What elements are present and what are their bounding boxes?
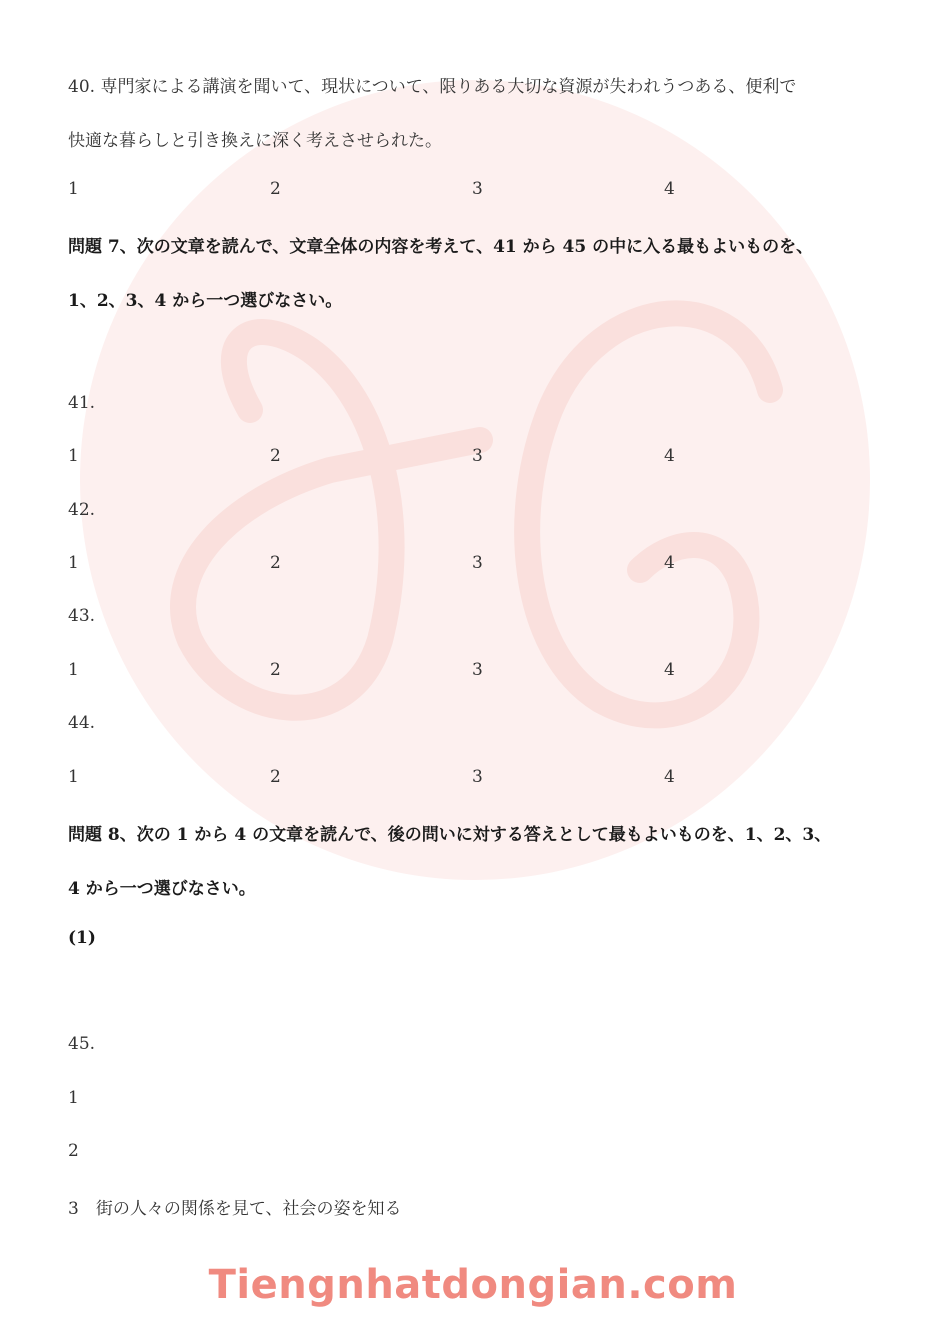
- q40-option-1: 1: [68, 179, 79, 199]
- q42-option-3: 3: [472, 553, 483, 573]
- site-footer-url[interactable]: Tiengnhatdongian.com: [208, 1262, 738, 1308]
- q41-option-1: 1: [68, 446, 79, 466]
- q40-text-line2: 快適な暮らしと引き換えに深く考えさせられた。: [68, 131, 442, 151]
- mondai7-heading-line2: 1、2、3、4 から一つ選びなさい。: [68, 291, 343, 311]
- q44-option-4: 4: [664, 767, 675, 787]
- q43-option-3: 3: [472, 660, 483, 680]
- watermark-logo: [80, 80, 870, 880]
- q41-option-3: 3: [472, 446, 483, 466]
- q42-option-2: 2: [270, 553, 281, 573]
- q41-option-4: 4: [664, 446, 675, 466]
- mondai8-heading-line1: 問題 8、次の 1 から 4 の文章を読んで、後の問いに対する答えとして最もよいものを、1、2、3、: [68, 825, 832, 845]
- q44-option-2: 2: [270, 767, 281, 787]
- q44-label: 44.: [68, 713, 96, 733]
- q44-option-1: 1: [68, 767, 79, 787]
- q41-label: 41.: [68, 393, 96, 413]
- mondai8-heading-line2: 4 から一つ選びなさい。: [68, 879, 256, 899]
- watermark-letters-icon: [80, 80, 870, 880]
- q44-option-3: 3: [472, 767, 483, 787]
- q42-option-4: 4: [664, 553, 675, 573]
- q40-text-line1: 40. 専門家による講演を聞いて、現状について、限りある大切な資源が失われうつある、便利で: [68, 77, 797, 97]
- q45-option-3: 3 街の人々の関係を見て、社会の姿を知る: [68, 1199, 402, 1219]
- q41-option-2: 2: [270, 446, 281, 466]
- q45-label: 45.: [68, 1034, 96, 1054]
- q45-option-1: 1: [68, 1088, 79, 1108]
- q42-label: 42.: [68, 500, 96, 520]
- q43-option-4: 4: [664, 660, 675, 680]
- q40-option-3: 3: [472, 179, 483, 199]
- mondai8-passage-number: (1): [68, 928, 96, 948]
- mondai7-heading-line1: 問題 7、次の文章を読んで、文章全体の内容を考えて、41 から 45 の中に入る最もよいものを、: [68, 237, 814, 257]
- q40-option-2: 2: [270, 179, 281, 199]
- q40-option-4: 4: [664, 179, 675, 199]
- q43-option-2: 2: [270, 660, 281, 680]
- q45-option-2: 2: [68, 1141, 79, 1161]
- q43-option-1: 1: [68, 660, 79, 680]
- q42-option-1: 1: [68, 553, 79, 573]
- q43-label: 43.: [68, 606, 96, 626]
